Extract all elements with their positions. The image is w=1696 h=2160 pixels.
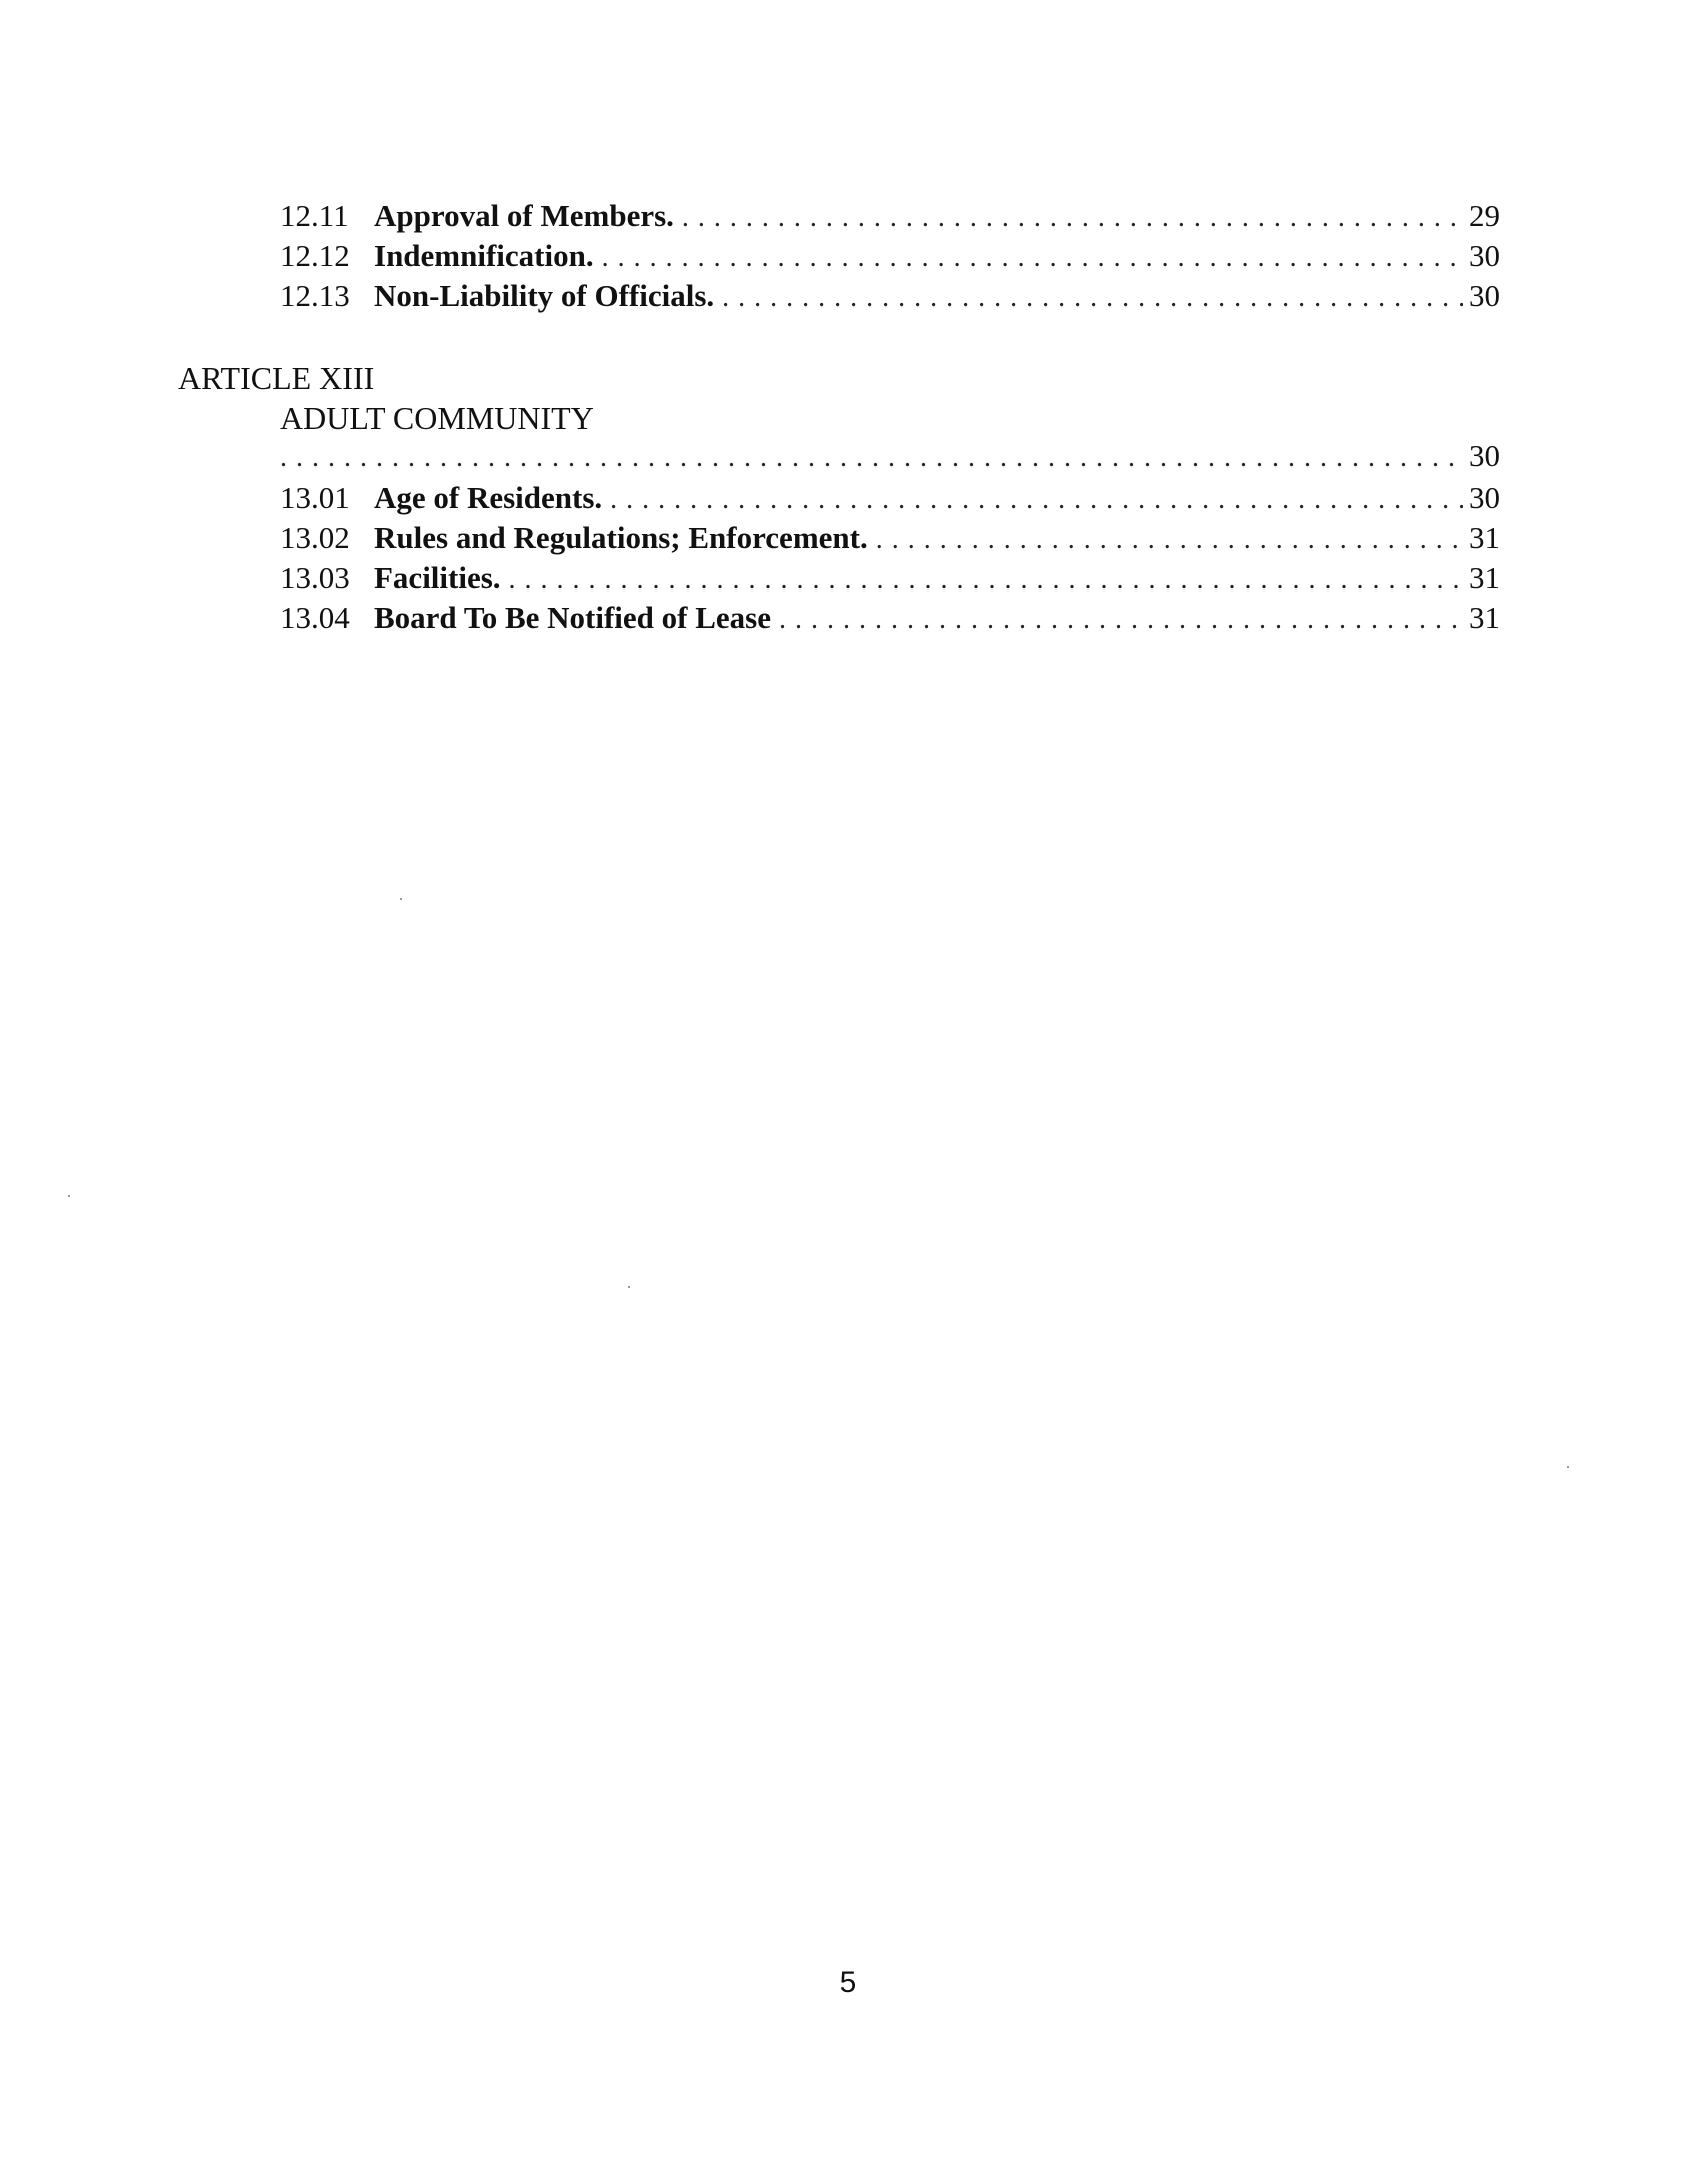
section-title: Non-Liability of Officials. (374, 278, 715, 313)
scan-speck (1567, 1466, 1569, 1468)
toc-entry (280, 598, 1500, 638)
dot-leader (602, 238, 1463, 278)
page-reference: 30 (1469, 238, 1500, 273)
toc-entry (280, 276, 1500, 316)
toc-entry (280, 478, 1500, 518)
toc-entry (280, 236, 1500, 276)
page-reference: 30 (1469, 278, 1500, 313)
page-reference: 31 (1469, 560, 1500, 595)
section-number: 12.12 (280, 238, 350, 273)
section-title: Age of Residents. (374, 480, 603, 515)
section-number: 12.13 (280, 278, 350, 313)
page-reference: 30 (1469, 438, 1500, 473)
section-title: Facilities. (374, 560, 501, 595)
section-title: Rules and Regulations; Enforcement. (374, 520, 868, 555)
scan-speck (68, 1195, 70, 1197)
scan-speck (400, 898, 402, 900)
section-number: 12.11 (280, 198, 349, 233)
section-number: 13.01 (280, 480, 350, 515)
section-number: 13.03 (280, 560, 350, 595)
article-title: ADULT COMMUNITY (280, 400, 594, 436)
section-title: Indemnification. (374, 238, 594, 273)
page-reference: 29 (1469, 198, 1500, 233)
section-number: 13.02 (280, 520, 350, 555)
section-number: 13.04 (280, 600, 350, 635)
dot-leader (722, 278, 1463, 318)
page-reference: 31 (1469, 520, 1500, 555)
page-reference: 30 (1469, 480, 1500, 515)
article-label: ARTICLE XIII (178, 360, 375, 396)
dot-leader (509, 560, 1463, 600)
toc-entry (280, 558, 1500, 598)
toc-entry (280, 196, 1500, 236)
scan-speck (628, 1286, 630, 1288)
page-reference: 31 (1469, 600, 1500, 635)
dot-leader (682, 198, 1463, 238)
section-title: Board To Be Notified of Lease (374, 600, 771, 635)
section-title: Approval of Members. (374, 198, 674, 233)
dot-leader (779, 600, 1463, 640)
article-title-leader-line (280, 436, 1500, 476)
dot-leader (280, 438, 1463, 478)
toc-entry (280, 518, 1500, 558)
dot-leader (876, 520, 1463, 560)
page-number: 5 (839, 1966, 857, 1999)
dot-leader (610, 480, 1463, 520)
